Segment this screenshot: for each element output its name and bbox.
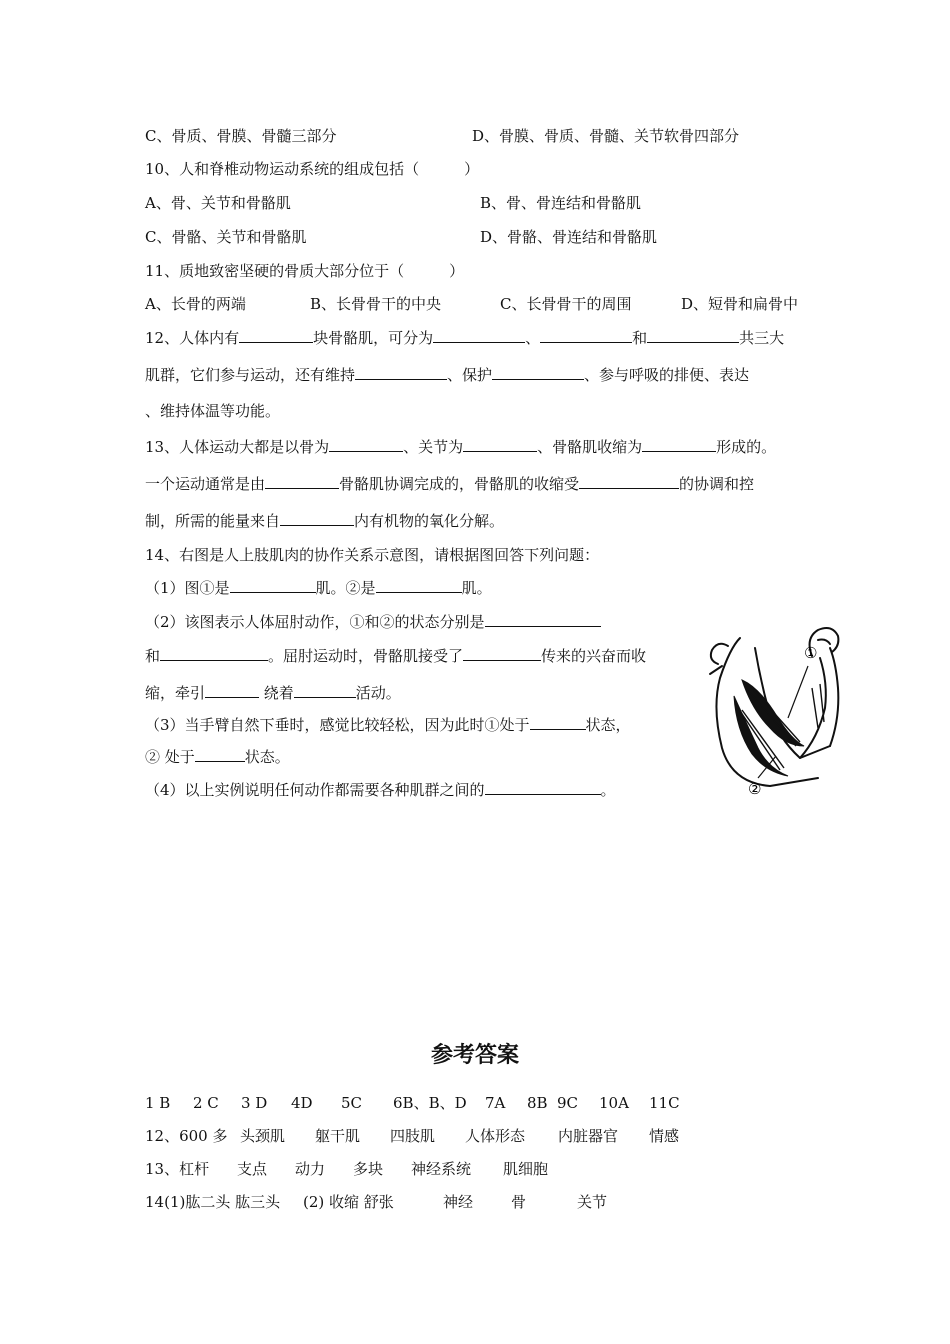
answer-item: 5C xyxy=(341,1094,363,1112)
q13-line2 xyxy=(145,473,754,494)
q14-text: （3）当手臂自然下垂时，感觉比较轻松，因为此时①处于 xyxy=(145,716,530,734)
q14-sub2-end xyxy=(145,682,401,703)
answer-blank[interactable] xyxy=(329,436,403,452)
answer-item: 关节 xyxy=(577,1193,608,1211)
answer-blank[interactable] xyxy=(463,436,537,452)
q13-line3 xyxy=(145,510,504,531)
answer-blank[interactable] xyxy=(376,577,462,593)
q10-option-b: B、骨、骨连结和骨骼肌 xyxy=(480,194,642,212)
answer-item: 4D xyxy=(291,1094,313,1112)
q14-sub1 xyxy=(145,577,492,598)
answer-blank[interactable] xyxy=(355,364,447,380)
answer-blank[interactable] xyxy=(485,779,601,795)
answer-item: 神经系统 xyxy=(411,1160,472,1178)
answer-blank[interactable] xyxy=(230,577,316,593)
q13-text-9: 内有机物的氧化分解。 xyxy=(354,512,505,530)
answer-item: 躯干肌 xyxy=(315,1127,361,1145)
answers-row-4 xyxy=(145,1192,607,1212)
q14-text: （1）图①是 xyxy=(145,579,230,597)
q13-text-2: 、关节为 xyxy=(403,438,464,456)
answer-blank[interactable] xyxy=(160,645,268,661)
answer-blank[interactable] xyxy=(647,327,739,343)
q14-sub4 xyxy=(145,779,616,800)
q14-text: 。屈肘运动时，骨骼肌接受了 xyxy=(268,647,464,665)
q14-text: 。 xyxy=(600,781,616,799)
q14-sub3-cont xyxy=(145,746,290,767)
answer-item: 1 B xyxy=(145,1094,171,1112)
answer-item: 内脏器官 xyxy=(558,1127,619,1145)
q13-text-5: 一个运动通常是由 xyxy=(145,475,266,493)
answer-item: 8B xyxy=(527,1094,548,1112)
answer-item: 多块 xyxy=(353,1160,384,1178)
answer-item: 6B、B、D xyxy=(393,1094,467,1112)
answer-blank[interactable] xyxy=(265,473,339,489)
answer-blank[interactable] xyxy=(492,364,584,380)
q14-stem: 14、右图是人上肢肌肉的协作关系示意图，请根据图回答下列问题： xyxy=(145,546,600,564)
answer-item: (2) 收缩 舒张 xyxy=(303,1193,394,1211)
q14-text: 和 xyxy=(145,647,161,665)
answer-blank[interactable] xyxy=(433,327,525,343)
answer-item: 情感 xyxy=(649,1127,680,1145)
answer-item: 10A xyxy=(599,1094,629,1112)
answer-item: 7A xyxy=(485,1094,506,1112)
q12-text-6: 肌群，它们参与运动，还有维持 xyxy=(145,366,356,384)
answer-blank[interactable] xyxy=(485,611,601,627)
q14-text: ② 处于 xyxy=(145,748,195,766)
q12-text-5: 共三大 xyxy=(739,329,785,347)
q13-text-4: 形成的。 xyxy=(716,438,777,456)
q11-stem: 11、质地致密坚硬的骨质大部分位于（ ） xyxy=(145,262,465,280)
answer-blank[interactable] xyxy=(294,682,356,698)
q13-text-3: 、骨骼肌收缩为 xyxy=(537,438,643,456)
answer-blank[interactable] xyxy=(540,327,632,343)
q11-option-c: C、长骨骨干的周围 xyxy=(500,295,632,313)
q14-text: 状态。 xyxy=(244,748,290,766)
q12-text-3: 、 xyxy=(525,329,541,347)
q14-text: （4）以上实例说明任何动作都需要各种肌群之间的 xyxy=(145,781,485,799)
answer-item: 头颈肌 xyxy=(240,1127,286,1145)
q13-line1 xyxy=(145,436,776,457)
q14-text: 活动。 xyxy=(355,684,401,702)
answer-item: 神经 xyxy=(443,1193,474,1211)
answer-item: 12、600 多 xyxy=(145,1127,228,1145)
q14-text: 状态， xyxy=(585,716,631,734)
answer-item: 骨 xyxy=(511,1193,527,1211)
q12-text-1: 12、人体内有 xyxy=(145,329,240,347)
q10-option-a: A、骨、关节和骨骼肌 xyxy=(145,194,291,212)
q14-sub2 xyxy=(145,611,601,632)
answer-blank[interactable] xyxy=(239,327,313,343)
answer-item: 四肢肌 xyxy=(390,1127,436,1145)
answer-item: 13、杠杆 xyxy=(145,1160,210,1178)
answer-item: 肌细胞 xyxy=(503,1160,549,1178)
q12-text-2: 块骨骼肌，可分为 xyxy=(313,329,434,347)
answers-row-2 xyxy=(145,1126,679,1146)
q14-text: 肌。 xyxy=(461,579,492,597)
q13-text-8: 制，所需的能量来自 xyxy=(145,512,281,530)
q11-option-b: B、长骨骨干的中央 xyxy=(310,295,442,313)
q9-option-c: C、骨质、骨膜、骨髓三部分 xyxy=(145,127,337,145)
answer-blank[interactable] xyxy=(642,436,716,452)
q9-option-d: D、骨膜、骨质、骨髓、关节软骨四部分 xyxy=(472,127,740,145)
label-two: ② xyxy=(748,780,762,798)
answer-item: 人体形态 xyxy=(465,1127,526,1145)
answer-blank[interactable] xyxy=(205,682,259,698)
answers-row-1 xyxy=(145,1093,680,1113)
label-one: ① xyxy=(804,644,818,662)
answer-blank[interactable] xyxy=(280,510,354,526)
q11-option-a: A、长骨的两端 xyxy=(145,295,246,313)
q12-line2 xyxy=(145,364,749,385)
q14-text: 传来的兴奋而收 xyxy=(541,647,647,665)
q12-text-4: 和 xyxy=(632,329,648,347)
arm-muscle-diagram xyxy=(700,618,840,798)
answer-item: 3 D xyxy=(241,1094,268,1112)
q14-text: （2）该图表示人体屈肘动作，①和②的状态分别是 xyxy=(145,613,485,631)
answer-item: 动力 xyxy=(295,1160,326,1178)
answer-item: 14(1)肱二头 肱三头 xyxy=(145,1193,281,1211)
answer-item: 9C xyxy=(557,1094,579,1112)
answer-item: 11C xyxy=(649,1094,680,1112)
q12-line3: 、维持体温等功能。 xyxy=(145,402,281,420)
q13-text-7: 的协调和控 xyxy=(679,475,755,493)
q13-text-6: 骨骼肌协调完成的，骨骼肌的收缩受 xyxy=(339,475,580,493)
q14-sub3 xyxy=(145,714,631,735)
q14-sub2-cont xyxy=(145,645,646,666)
q11-option-d: D、短骨和扁骨中 xyxy=(681,295,799,313)
answer-blank[interactable] xyxy=(530,714,586,730)
q12-line1 xyxy=(145,327,784,348)
q12-text-8: 、参与呼吸的排便、表达 xyxy=(584,366,750,384)
q14-text: 肌。②是 xyxy=(315,579,376,597)
q14-text: 缩，牵引 xyxy=(145,684,206,702)
answers-row-3 xyxy=(145,1159,548,1179)
q10-option-d: D、骨骼、骨连结和骨骼肌 xyxy=(480,228,658,246)
answer-blank[interactable] xyxy=(195,746,245,762)
q14-text: 绕着 xyxy=(259,684,294,702)
answer-blank[interactable] xyxy=(579,473,679,489)
q12-text-7: 、保护 xyxy=(447,366,493,384)
answers-title: 参考答案 xyxy=(430,1043,519,1068)
q13-text-1: 13、人体运动大都是以骨为 xyxy=(145,438,330,456)
q10-option-c: C、骨骼、关节和骨骼肌 xyxy=(145,228,307,246)
answer-blank[interactable] xyxy=(463,645,541,661)
answer-item: 2 C xyxy=(193,1094,219,1112)
q10-stem: 10、人和脊椎动物运动系统的组成包括（ ） xyxy=(145,160,480,178)
answer-item: 支点 xyxy=(237,1160,268,1178)
